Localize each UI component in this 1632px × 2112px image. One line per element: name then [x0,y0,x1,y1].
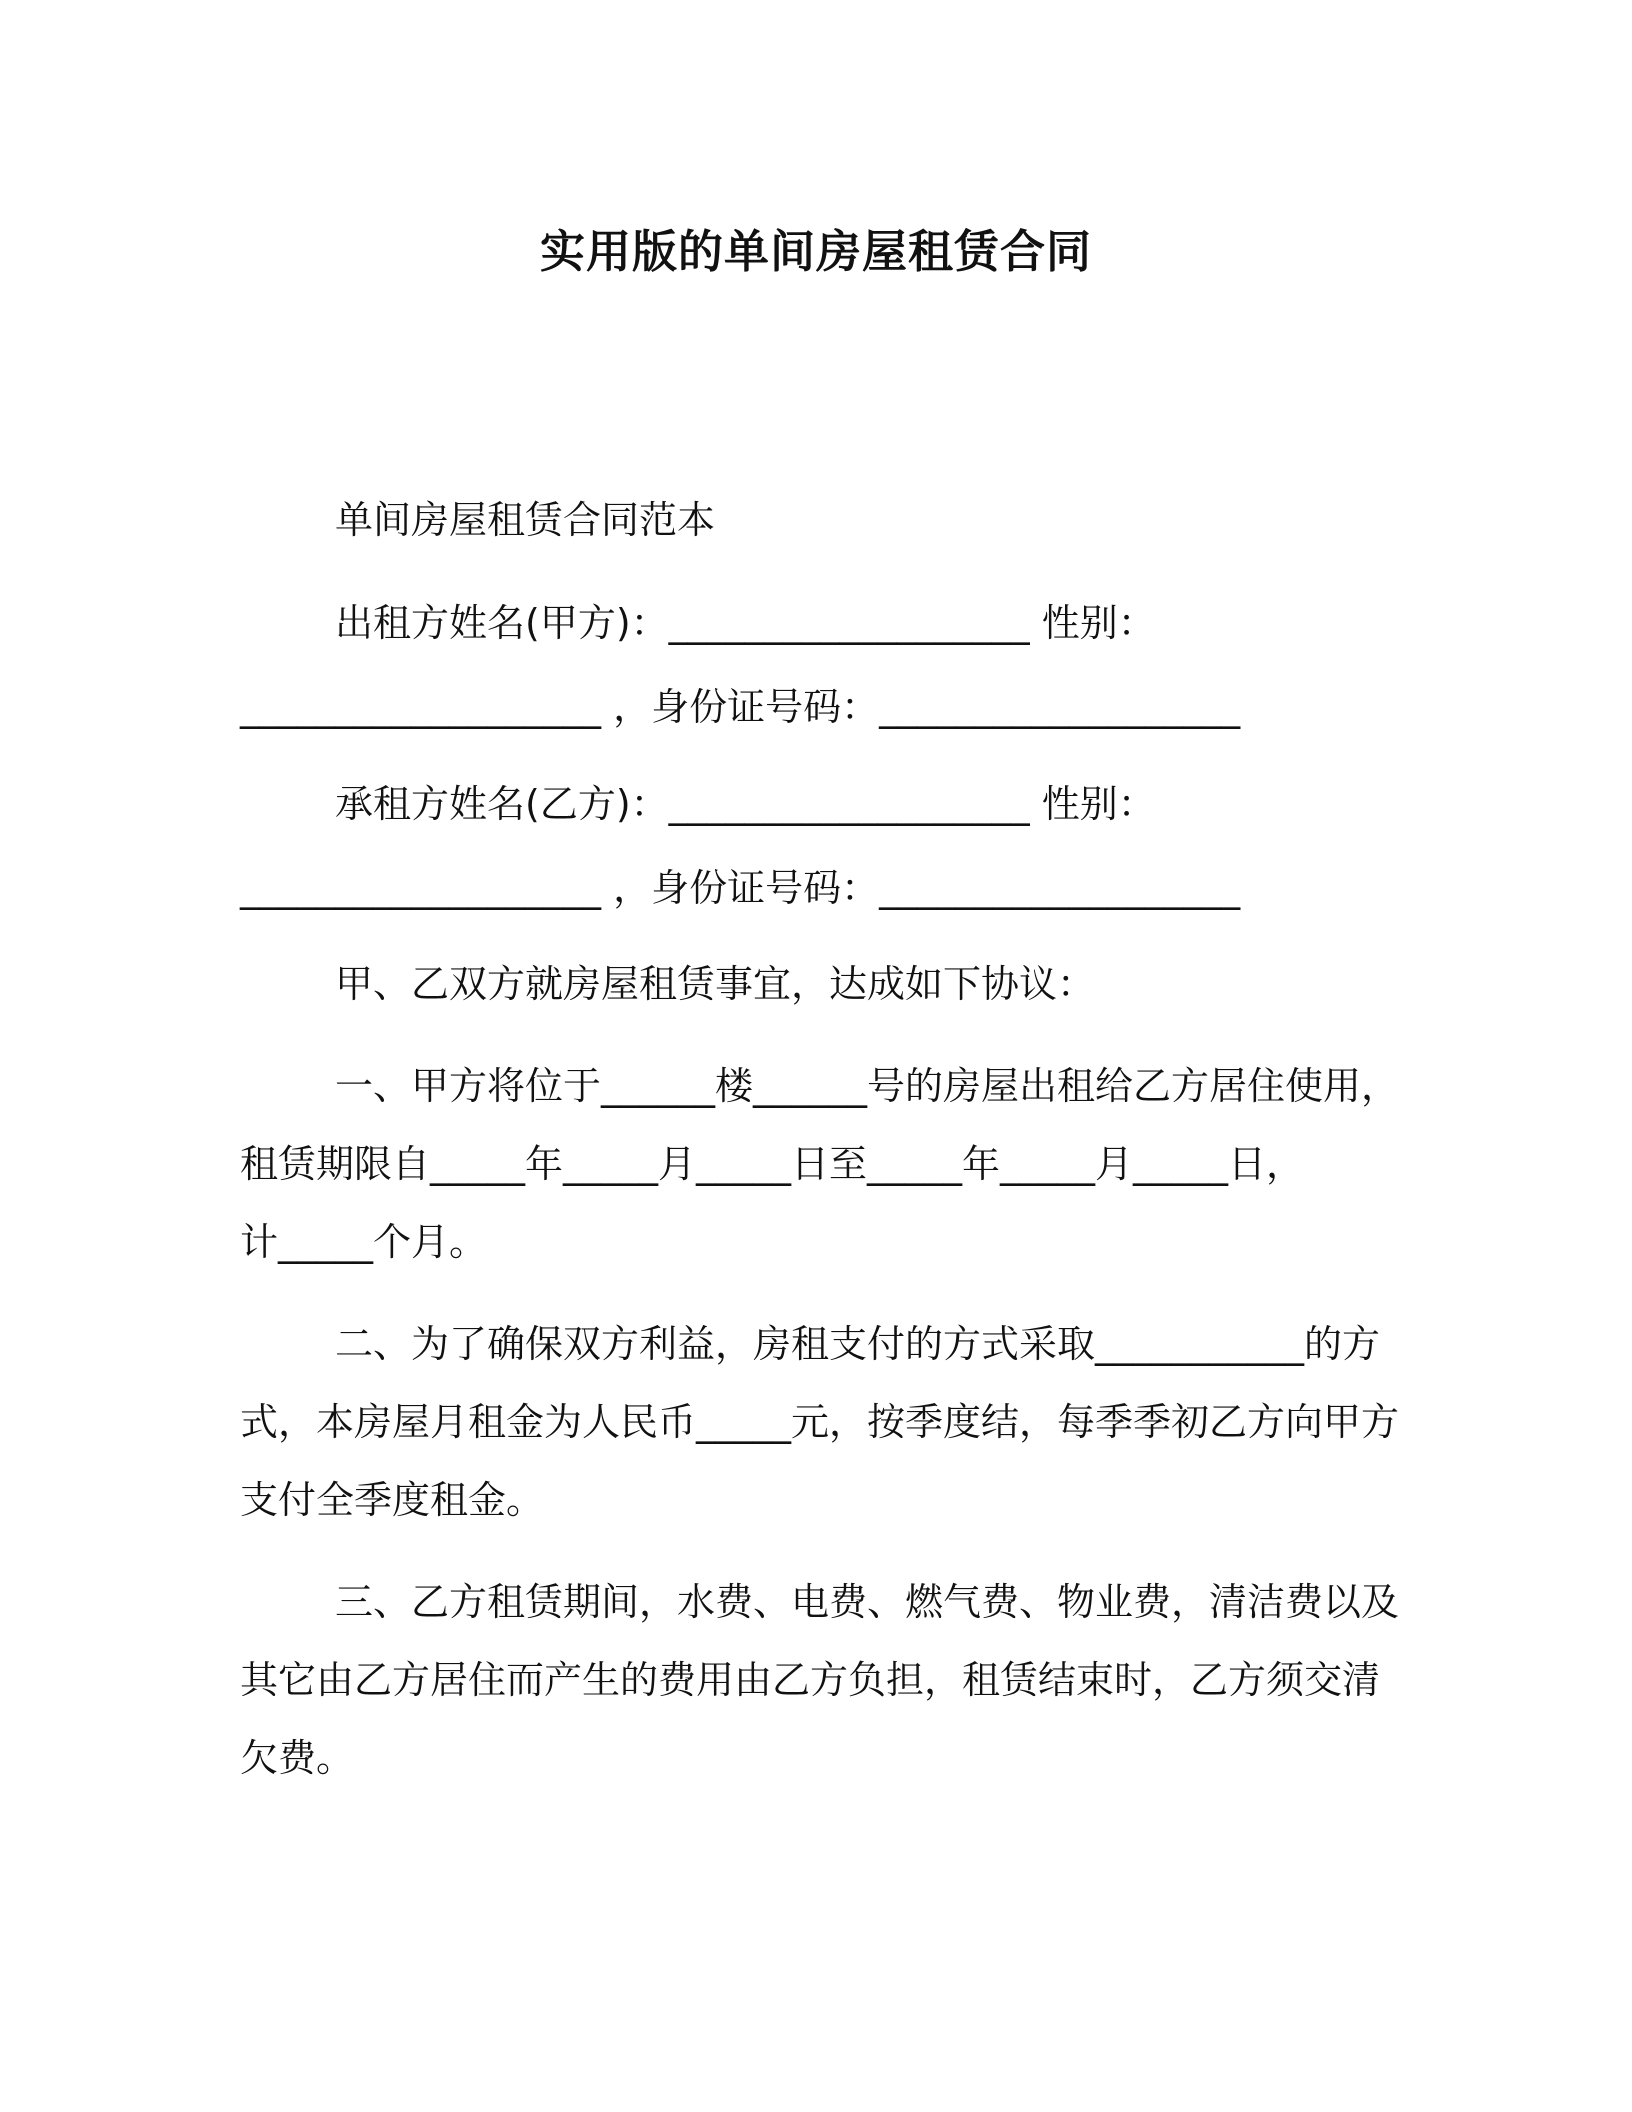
clause-1-line-2: 租赁期限自_____年_____月_____日至_____年_____月_____日， [240,1142,1305,1186]
lessee-name-line: 承租方姓名(乙方)：___________________ 性别： [335,782,1156,826]
lessor-id-line: ___________________ ，身份证号码：___________________ [240,685,1241,729]
document-title: 实用版的单间房屋租赁合同 [539,225,1092,278]
agreement-intro: 甲、乙双方就房屋租赁事宜，达成如下协议： [335,962,1096,1006]
lessor-name-line: 出租方姓名(甲方)：___________________ 性别： [335,601,1156,645]
clause-3-line-1: 三、乙方租赁期间，水费、电费、燃气费、物业费，清洁费以及 [335,1580,1400,1624]
clause-3-line-3: 欠费。 [240,1736,355,1780]
lessee-id-line: ___________________ ，身份证号码：___________________ [240,866,1241,910]
clause-3-line-2: 其它由乙方居住而产生的费用由乙方负担，租赁结束时，乙方须交清 [240,1658,1381,1702]
clause-1-line-1: 一、甲方将位于______楼______号的房屋出租给乙方居住使用， [335,1064,1400,1108]
clause-2-line-1: 二、为了确保双方利益，房租支付的方式采取___________的方 [335,1322,1381,1366]
clause-1-line-3: 计_____个月。 [240,1220,488,1264]
document-subtitle: 单间房屋租赁合同范本 [335,498,716,542]
clause-2-line-3: 支付全季度租金。 [240,1478,545,1522]
clause-2-line-2: 式，本房屋月租金为人民币_____元，按季度结，每季季初乙方向甲方 [240,1400,1400,1444]
